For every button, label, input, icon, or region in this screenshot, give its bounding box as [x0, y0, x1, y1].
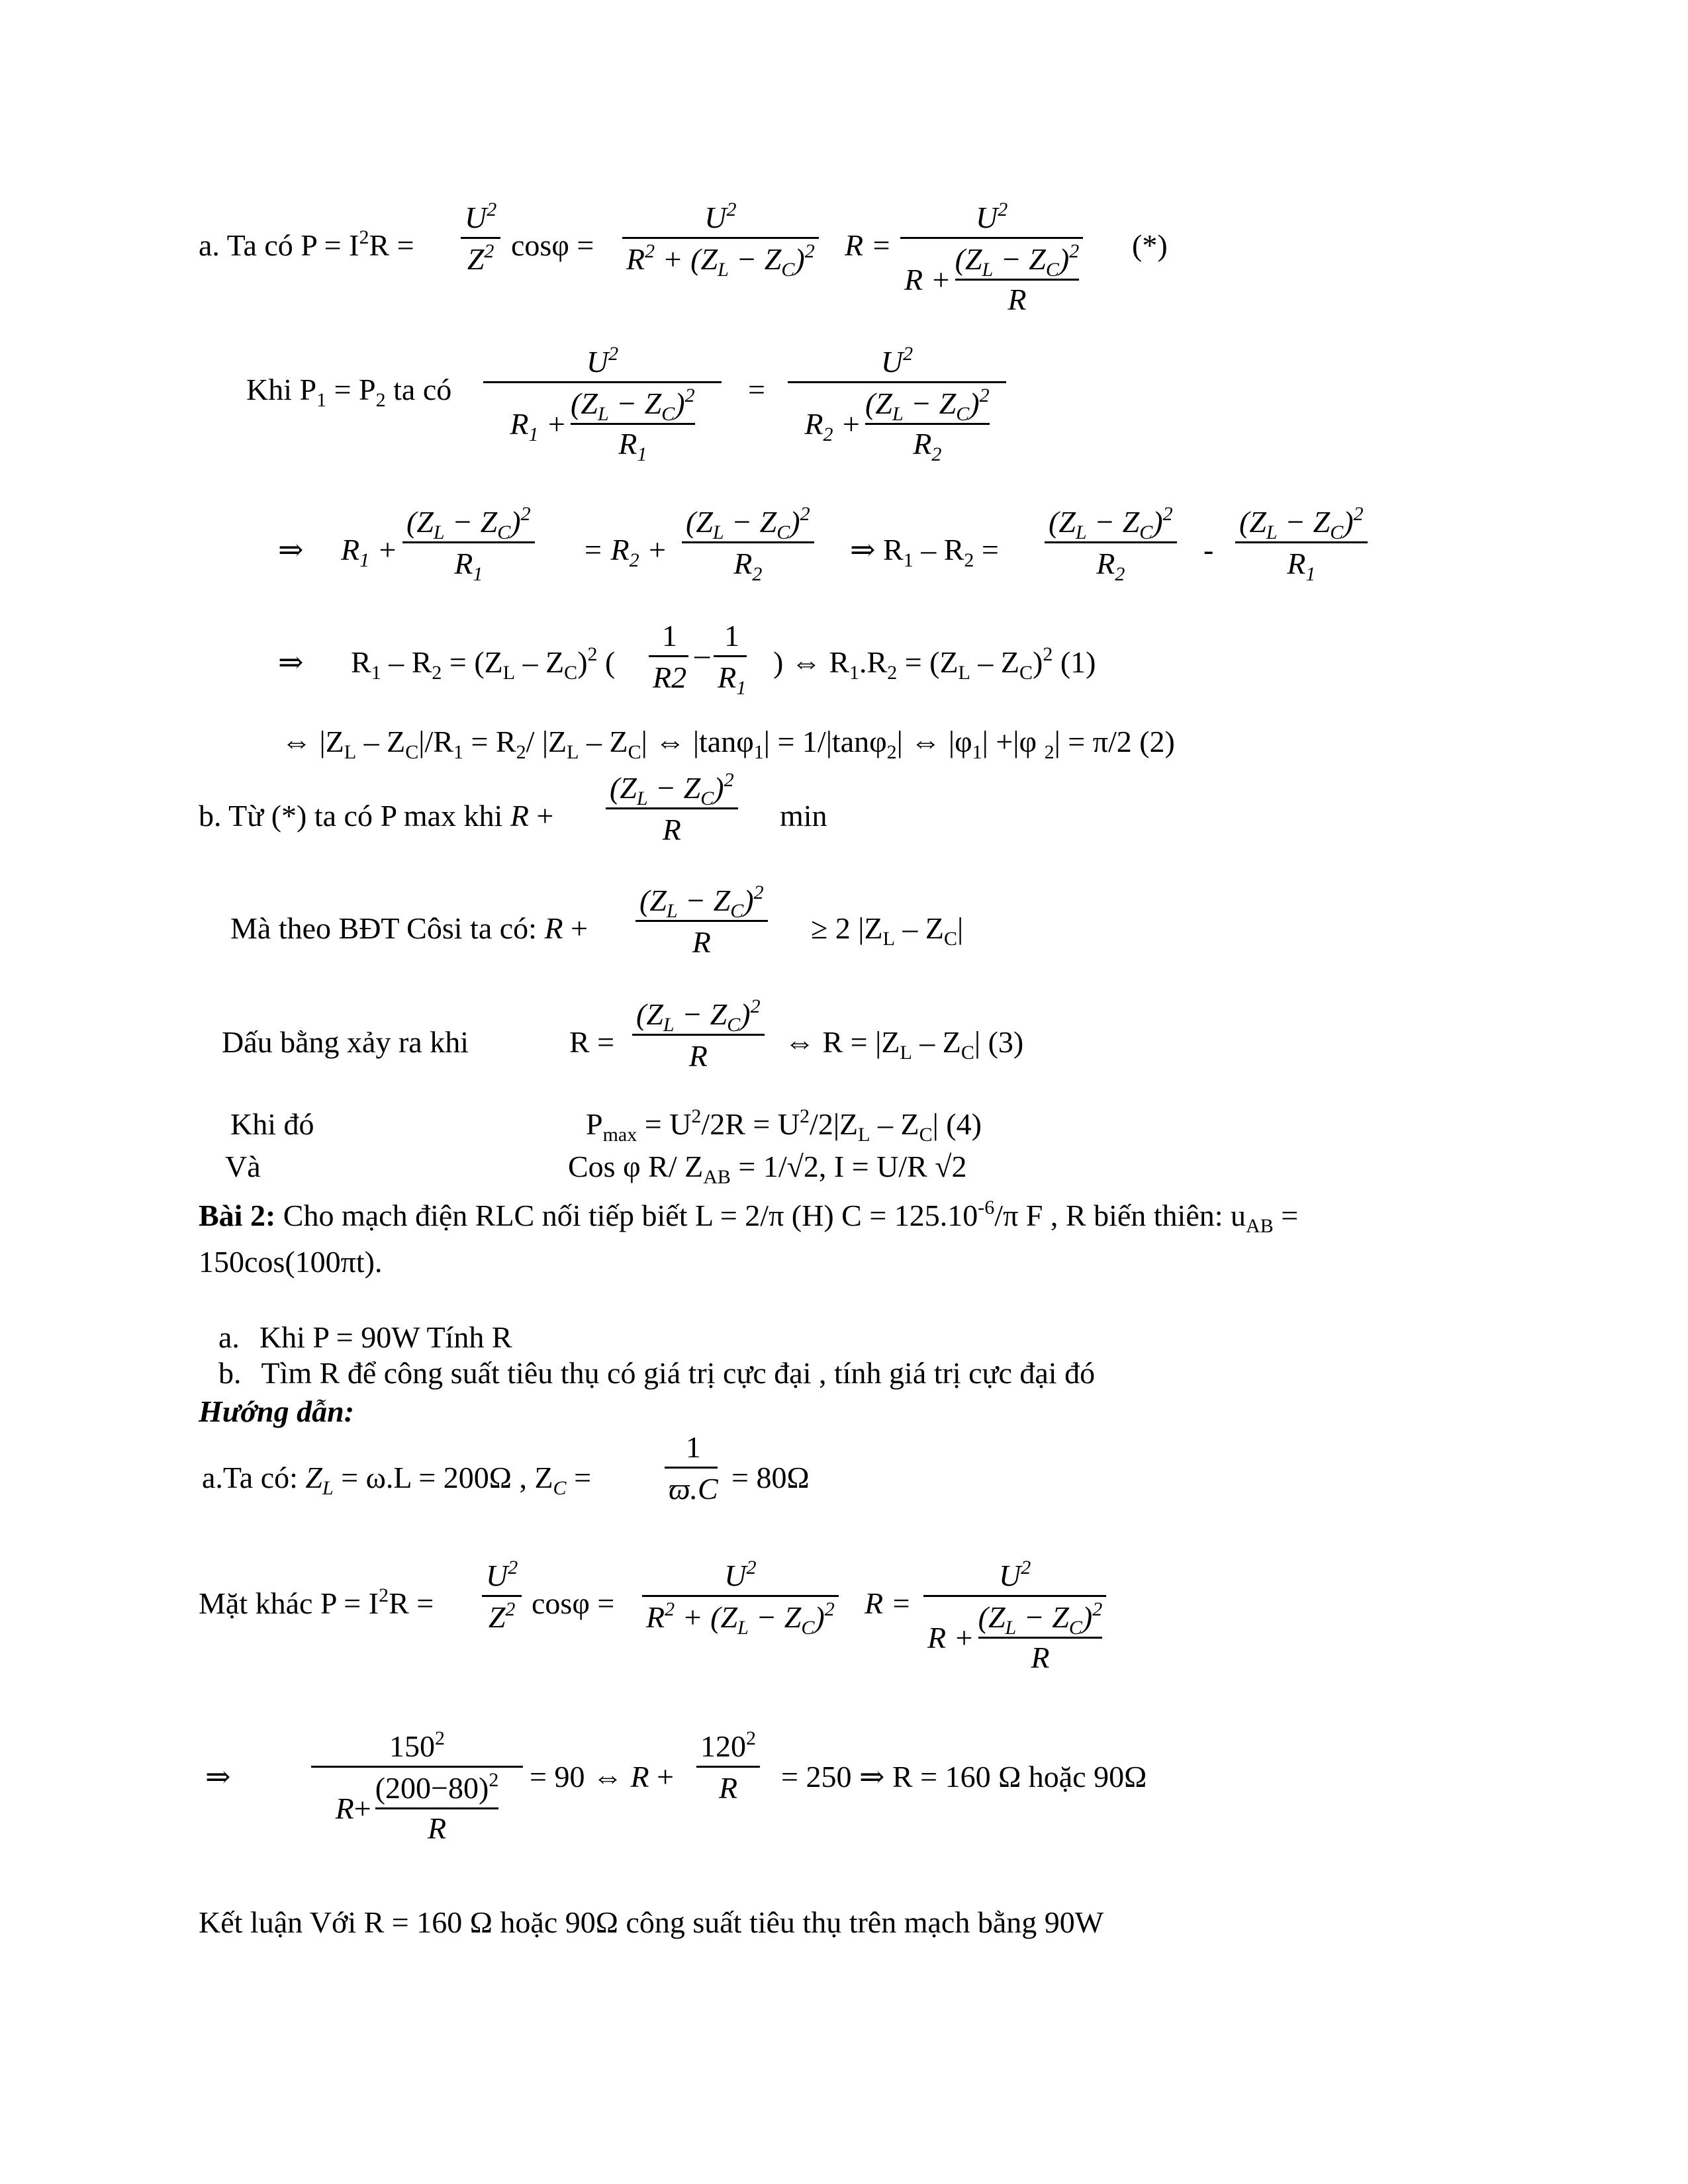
minus-sign: -	[1203, 533, 1214, 567]
fraction-1-omega-c: 1 ϖ.C	[665, 1432, 722, 1504]
part-b-intro: b. Từ (*) ta có P max khi R +	[199, 799, 554, 833]
label-star: (*)	[1132, 228, 1168, 262]
eq-r2-plus: = $R_2$ +	[583, 533, 668, 571]
khi-p1-p2: Khi $P_1 = P_2$ ta có	[246, 373, 452, 411]
zc-80: = 80Ω	[731, 1461, 810, 1494]
mk-cos-phi: cosφ =	[532, 1586, 615, 1620]
formula-p-intro: a. Ta có $P = I^2R$ =	[199, 226, 414, 262]
min-label: min	[780, 799, 827, 833]
bai2-line2: 150cos(100πt).	[199, 1245, 383, 1279]
fraction-dau-bang: $(Z_L - Z_C)^2$ R	[632, 999, 765, 1071]
line4-right: ) ⇔ $R_1.R_2 = (Z_L - Z_C)^2$ (1)	[773, 643, 1096, 684]
equals-p1-p2: =	[748, 373, 765, 406]
r-eq-label: R =	[569, 1025, 615, 1059]
cosi-geq: ≥ 2 $|Z_L - Z_C|$	[811, 911, 964, 950]
fraction-cosi: $(Z_L - Z_C)^2$ R	[635, 886, 768, 958]
implies-arrow-1: ⇒	[278, 533, 304, 567]
fraction-1-r2-1-r1: $\frac{1}{R2}$ – $\frac{1}{R_1}$	[649, 621, 750, 693]
fraction-120-sq: $120^2$ R	[696, 1731, 760, 1803]
fraction-150-sq: $150^2$ R + $(200-80)^2$ R	[311, 1731, 523, 1844]
fraction-p1: $U^2$ $R_1$ + $(Z_L - Z_C)^2$ $R_1$	[483, 347, 722, 459]
fraction-zlzc-r2-b: $(Z_L - Z_C)^2$ $R_2$	[1045, 507, 1177, 579]
fraction-u2-over-r2-zl-zc: $U^2$ $R^2 + (Z_L - Z_C)^2$	[622, 203, 819, 275]
cos-phi: cosφ =	[511, 228, 594, 262]
fraction-u2-over-r-plus: $U^2$ R + $(Z_L - Z_C)^2$ R	[900, 203, 1083, 315]
fraction-zlzc-r1-b: $(Z_L - Z_C)^2$ $R_1$	[1235, 507, 1368, 579]
implies-arrow-3: ⇒	[205, 1760, 231, 1794]
r1-minus-r2: ⇒ $R_1 - R_2$ =	[850, 533, 999, 571]
bai2-item-a: a. Khi P = 90W Tính R	[218, 1320, 512, 1354]
r1-plus: $R_1$ +	[341, 533, 398, 571]
fraction-pmax-cond: $(Z_L - Z_C)^2$ R	[606, 773, 738, 845]
tan-phi-line: ⇔ $|Z_L - Z_C|/R_1 = R_2/$ $|Z_L - Z_C|$ ⇔ |tanφ$_1$| = 1/|tanφ$_2$| ⇔ $|\varphi_1| +|\varphi$ $_2$| = π/2 (2)	[281, 725, 1175, 763]
dau-bang: Dấu bằng xảy ra khi	[222, 1025, 469, 1059]
bai2-line1: Bài 2: Cho mạch điện RLC nối tiếp biết L = 2/π (H) $C = 125.10^{-6}/\pi$ F , R biến thiên: $u_{AB}$ =	[199, 1197, 1299, 1237]
mat-khac: Mặt khác $P = I^2R$ =	[199, 1584, 434, 1620]
fraction-mk-u2-r2: $U^2$ $R^2 + (Z_L - Z_C)^2$	[642, 1561, 839, 1633]
cosi-line: Mà theo BĐT Côsi ta có: R +	[230, 911, 588, 945]
zl-zc-line: a.Ta có: $Z_L = \omega.L = 200\Omega$ , $Z_C$ =	[202, 1461, 592, 1499]
implies-arrow-2: ⇒	[278, 645, 304, 679]
mk-r-equals: R =	[865, 1586, 912, 1620]
va: Và	[225, 1150, 261, 1183]
fraction-zlzc-r2-a: $(Z_L - Z_C)^2$ $R_2$	[682, 507, 814, 579]
fraction-u2-z2: $U^2$ $Z^2$	[461, 203, 500, 275]
dau-bang-result: ⇔ $R = |Z_L - Z_C|$ (3)	[784, 1025, 1024, 1064]
fraction-p2: $U^2$ $R_2$ + $(Z_L - Z_C)^2$ $R_2$	[788, 347, 1006, 459]
fraction-mk-u2-z2: $U^2$ $Z^2$	[482, 1561, 522, 1633]
fraction-mk-u2-r-plus: $U^2$ R + $(Z_L - Z_C)^2$ R	[923, 1561, 1106, 1673]
r-equals: R =	[845, 228, 892, 262]
cos-line: Cos φ R/ $Z_{AB} = 1/√2$, I = U/R √2	[568, 1150, 967, 1188]
pmax-line: $P_{max} = U^2/2R = U^2/2|Z_L - Z_C|$ (4)	[586, 1105, 982, 1146]
fraction-zlzc-r1-a: $(Z_L - Z_C)^2$ $R_1$	[402, 507, 535, 579]
line4-left: $R_1 - R_2 = (Z_L - Z_C)^2$ (	[351, 643, 616, 684]
eq-90: = 90 ⇔ R +	[530, 1760, 675, 1794]
khi-do: Khi đó	[230, 1107, 314, 1141]
huong-dan: Hướng dẫn:	[199, 1394, 355, 1428]
bai2-item-b: b. Tìm R để công suất tiêu thụ có giá trị cực đại , tính giá trị cực đại đó	[218, 1356, 1096, 1390]
eq-250-result: = 250 ⇒ R = 160 Ω hoặc 90Ω	[781, 1760, 1147, 1794]
ket-luan: Kết luận Với R = 160 Ω hoặc 90Ω công suất tiêu thụ trên mạch bằng 90W	[199, 1905, 1104, 1939]
